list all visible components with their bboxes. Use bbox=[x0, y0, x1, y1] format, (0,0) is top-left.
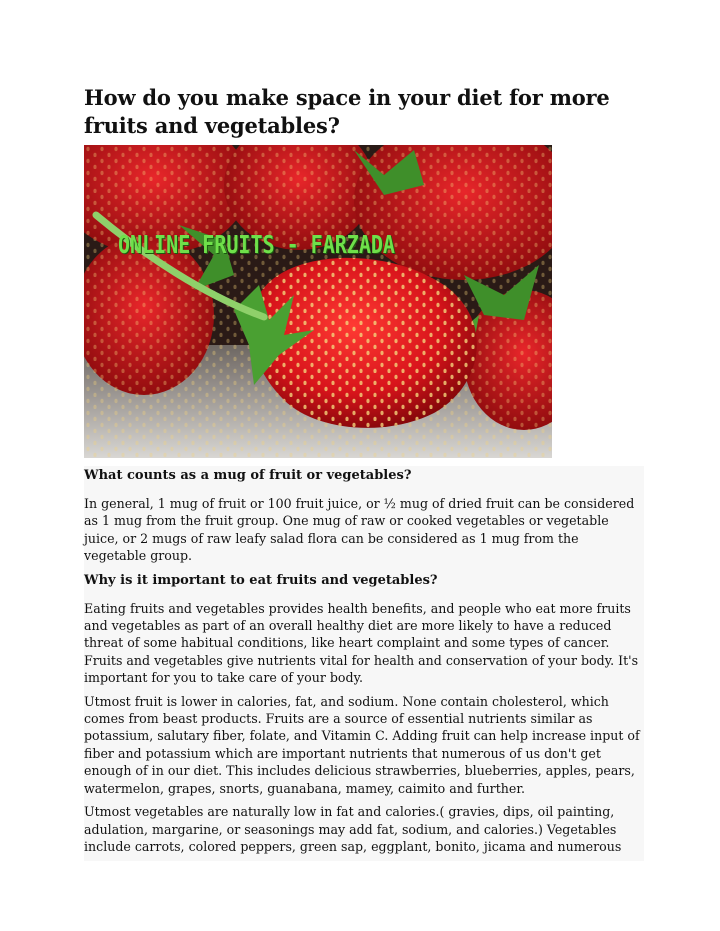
strawberry-photo bbox=[84, 145, 552, 458]
paragraph: Utmost vegetables are naturally low in fat and calories.( gravies, dips, oil painting, adulation, margarine, or seasonings may add fat, sodium, and calories.) Vegetables include carrots, colored peppers, green sap, eggplant, bonito, jicama and numerous bbox=[84, 804, 622, 854]
strawberry-illustration bbox=[84, 145, 552, 458]
section-heading: What counts as a mug of fruit or vegetables? bbox=[84, 468, 412, 483]
watermark-text: ONLINE FRUITS - FARZADA bbox=[118, 229, 395, 259]
article-body bbox=[84, 466, 644, 861]
paragraph: Utmost fruit is lower in calories, fat, and sodium. None contain cholesterol, which comes from beast products. Fruits are a source of essential nutrients similar as potassium, salutary fiber, folate, and Vitamin C. Adding fruit can help increase input of fiber and potassium which are important nutrients that numerous of us don't get enough of in our diet. This includes delicious strawberries, blueberries, apples, pears, watermelon, grapes, snorts, guanabana, mamey, caimito and further. bbox=[84, 693, 640, 796]
paragraph: In general, 1 mug of fruit or 100 fruit juice, or ½ mug of dried fruit can be considered as 1 mug from the fruit group. One mug of raw or cooked vegetables or vegetable juice, or 2 mugs of raw leafy salad flora can be considered as 1 mug from the vegetable group. bbox=[84, 496, 635, 564]
section-heading: Why is it important to eat fruits and vegetables? bbox=[84, 572, 438, 588]
page-title: How do you make space in your diet for more fruits and vegetables? bbox=[84, 85, 610, 138]
paragraph: Eating fruits and vegetables provides health benefits, and people who eat more fruits and vegetables as part of an overall healthy diet are more likely to have a reduced threat of some habitual conditions, like heart complaint and some types of cancer. Fruits and vegetables give nutrients vital for health and conservation of your body. It's important for you to take care of your body. bbox=[84, 600, 639, 686]
